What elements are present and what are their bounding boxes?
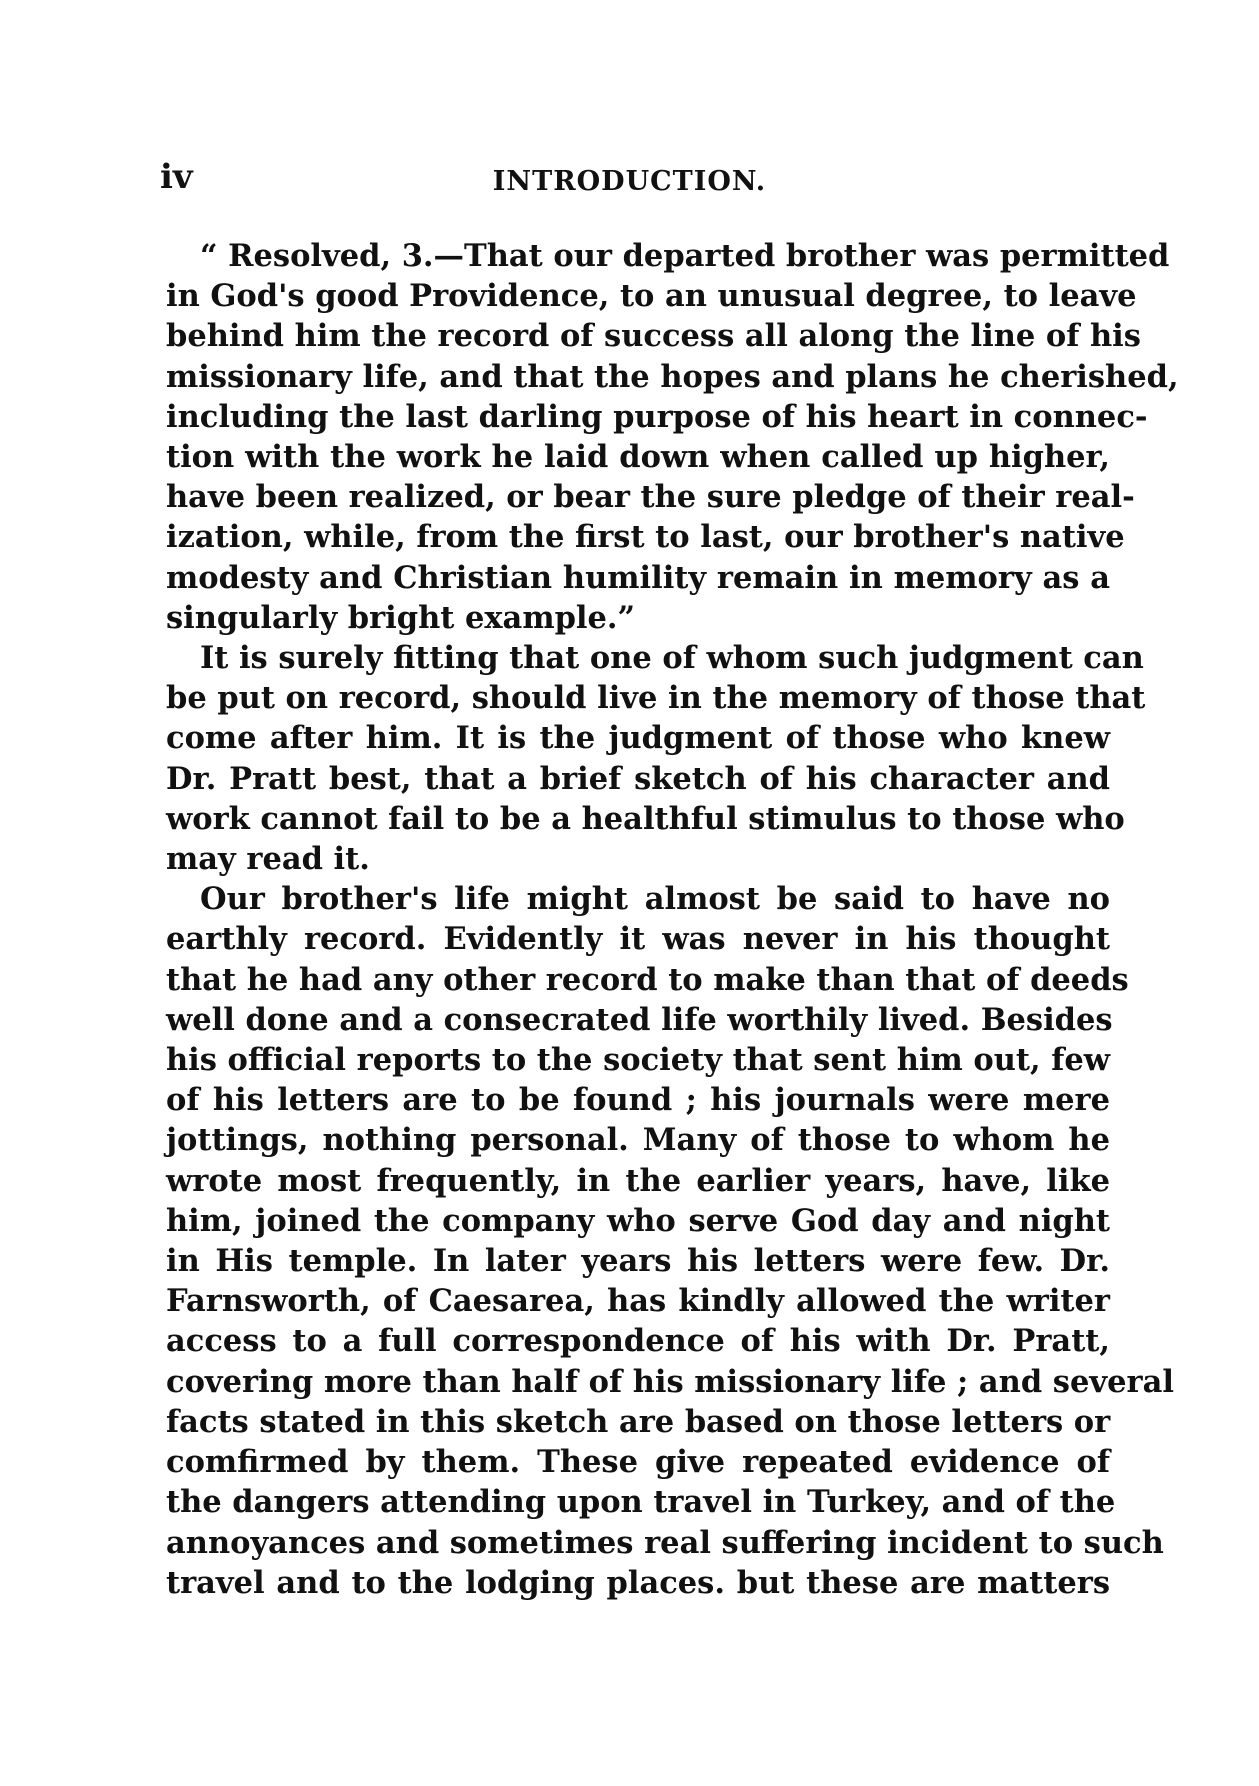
text-line: jottings, nothing personal. Many of those to whom he: [166, 1122, 1110, 1159]
text-line: wrote most frequently, in the earlier years, have, like: [166, 1162, 1110, 1199]
text-line: behind him the record of success all along the line of his: [166, 318, 1141, 355]
text-line: annoyances and sometimes real suffering incident to such: [166, 1524, 1164, 1561]
text-line: comfirmed by them. These give repeated evidence of: [166, 1444, 1110, 1481]
page-number: iv: [160, 157, 193, 197]
text-line: singularly bright example.”: [166, 599, 636, 636]
text-line: Our brother's life might almost be said to have no: [200, 881, 1110, 918]
text-line: him, joined the company who serve God day and night: [166, 1202, 1110, 1239]
paragraph-record: [166, 879, 1174, 1603]
text-line: may read it.: [166, 841, 370, 878]
paragraph-judgment: [166, 638, 1146, 879]
text-line: tion with the work he laid down when called up higher,: [166, 439, 1110, 476]
body-text: [166, 236, 1179, 1603]
text-line: of his letters are to be found ; his journals were mere: [166, 1082, 1110, 1119]
text-line: facts stated in this sketch are based on those letters or: [166, 1403, 1111, 1440]
text-line: travel and to the lodging places. but these are matters: [166, 1564, 1110, 1601]
text-line: well done and a consecrated life worthily lived. Besides: [166, 1001, 1113, 1038]
text-line: ization, while, from the first to last, our brother's native: [166, 519, 1125, 556]
text-line: his official reports to the society that sent him out, few: [166, 1042, 1111, 1079]
text-line: in His temple. In later years his letters were few. Dr.: [166, 1243, 1110, 1280]
text-line: in God's good Providence, to an unusual degree, to leave: [166, 278, 1137, 315]
paragraph-resolution: [166, 236, 1179, 638]
text-line: have been realized, or bear the sure pledge of their real-: [166, 479, 1135, 516]
text-line: that he had any other record to make than that of deeds: [166, 961, 1129, 998]
text-line: missionary life, and that the hopes and plans he cherished,: [166, 358, 1179, 395]
running-head: INTRODUCTION.: [492, 166, 767, 197]
text-line: earthly record. Evidently it was never in his thought: [166, 921, 1110, 958]
text-line: the dangers attending upon travel in Turkey, and of the: [166, 1484, 1116, 1521]
text-line: including the last darling purpose of his heart in connec-: [166, 398, 1148, 435]
text-line: “ Resolved, 3.—That our departed brother was permitted: [200, 238, 1170, 274]
text-line: access to a full correspondence of his with Dr. Pratt,: [166, 1323, 1110, 1360]
text-line: come after him. It is the judgment of those who knew: [166, 720, 1110, 757]
text-line: covering more than half of his missionary life ; and several: [166, 1363, 1174, 1400]
text-line: It is surely fitting that one of whom such judgment can: [200, 640, 1144, 677]
text-line: modesty and Christian humility remain in memory as a: [166, 559, 1110, 596]
text-line: be put on record, should live in the memory of those that: [166, 680, 1146, 717]
text-line: Farnsworth, of Caesarea, has kindly allowed the writer: [166, 1283, 1110, 1320]
text-line: work cannot fail to be a healthful stimulus to those who: [166, 800, 1125, 837]
text-line: Dr. Pratt best, that a brief sketch of his character and: [166, 760, 1110, 797]
